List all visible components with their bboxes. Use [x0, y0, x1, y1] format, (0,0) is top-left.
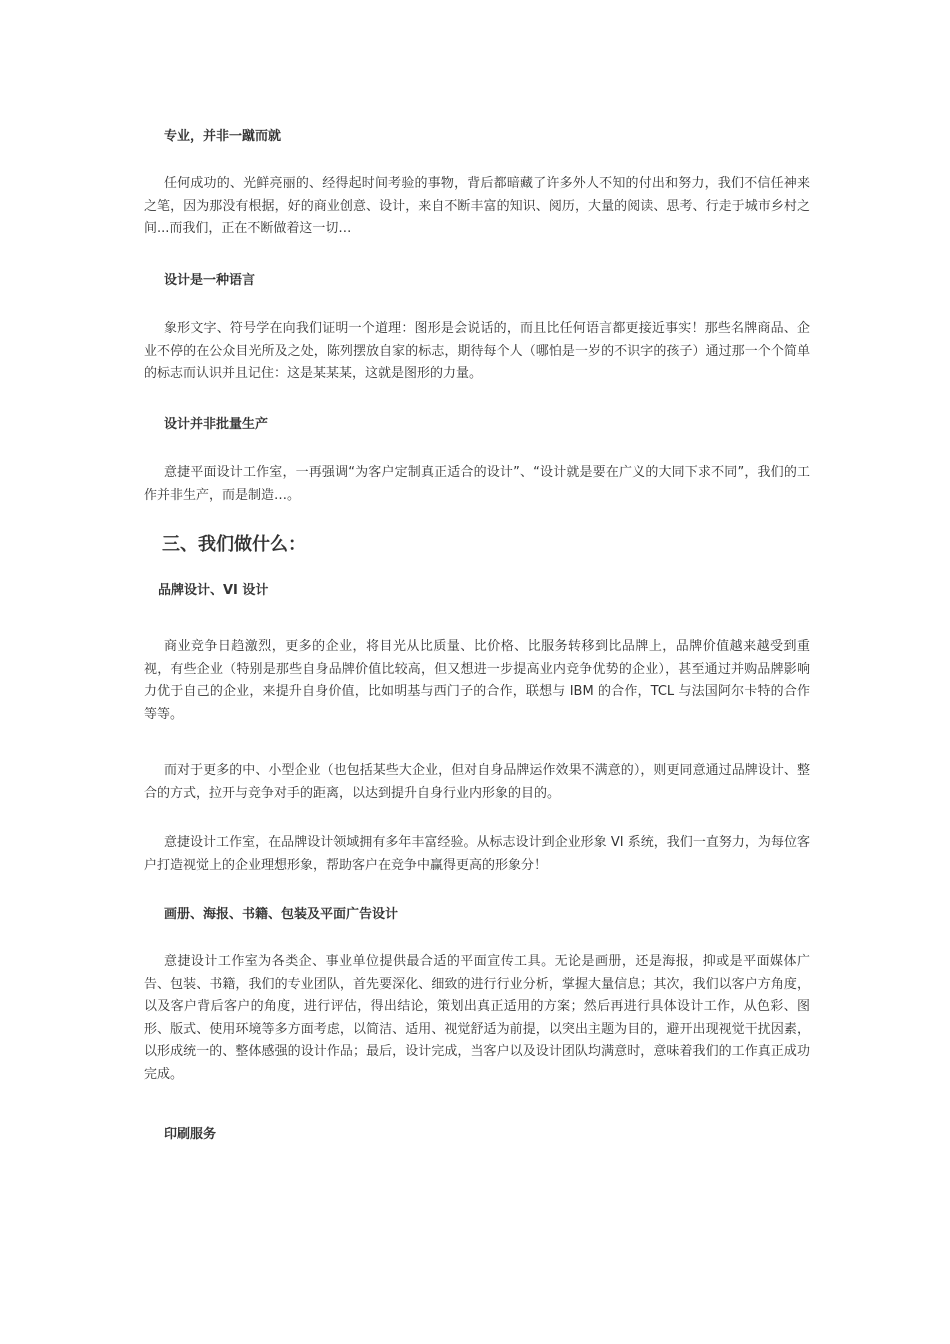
paragraph-print-ad-design: 意捷设计工作室为各类企、事业单位提供最合适的平面宣传工具。无论是画册，还是海报，抑或是平面媒体广告、包装、书籍，我们的专业团队，首先要深化、细致的进行行业分析，掌握大量信息；其次，我们以客户方角度，以及客户背后客户的角度，进行评估，得出结论，策划出真正适用的方案；然后再进行具体设计工作，从色彩、图形、版式、使用环境等多方面考虑，以简洁、适用、视觉舒适为前提，以突出主题为目的，避开出现视觉干扰因素，以形成统一的、整体感强的设计作品；最后，设计完成，当客户以及设计团队均满意时，意味着我们的工作真正成功完成。 — [144, 954, 810, 1082]
heading-brand-vi-design: 品牌设计、VI 设计 — [158, 583, 269, 598]
paragraph-design-language: 象形文字、符号学在向我们证明一个道理：图形是会说话的，而且比任何语言都更接近事实！那些名牌商品、企业不停的在公众目光所及之处，陈列摆放自家的标志，期待每个人（哪怕是一岁的不识字的孩子）通过那一个个简单的标志而认识并且记住：这是某某某，这就是图形的力量。 — [144, 321, 810, 381]
section-title-what-we-do: 三、我们做什么： — [162, 534, 306, 555]
heading-professional: 专业，并非一蹴而就 — [164, 129, 282, 144]
paragraph-not-mass-production: 意捷平面设计工作室，一再强调“为客户定制真正适合的设计”、“设计就是要在广义的大同下求不同”，我们的工作并非生产，而是制造…。 — [144, 465, 810, 503]
paragraph-studio-experience: 意捷设计工作室，在品牌设计领域拥有多年丰富经验。从标志设计到企业形象 VI 系统，我们一直努力，为每位客户打造视觉上的企业理想形象，帮助客户在竞争中赢得更高的形象分！ — [144, 835, 810, 873]
paragraph-sme-brand: 而对于更多的中、小型企业（也包括某些大企业，但对自身品牌运作效果不满意的），则更同意通过品牌设计、整合的方式，拉开与竞争对手的距离，以达到提升自身行业内形象的目的。 — [144, 763, 810, 801]
paragraph-brand-competition: 商业竞争日趋激烈，更多的企业，将目光从比质量、比价格、比服务转移到比品牌上，品牌价值越来越受到重视，有些企业（特别是那些自身品牌价值比较高，但又想进一步提高业内竞争优势的企业），甚至通过并购品牌影响力优于自己的企业，来提升自身价值，比如明基与西门子的合作，联想与 IBM 的合作，TCL 与法国阿尔卡特的合作等等。 — [144, 639, 810, 722]
heading-print-ad-design: 画册、海报、书籍、包装及平面广告设计 — [164, 907, 399, 922]
heading-design-language: 设计是一种语言 — [164, 273, 256, 288]
heading-printing-service: 印刷服务 — [164, 1127, 217, 1142]
heading-not-mass-production: 设计并非批量生产 — [164, 417, 269, 432]
paragraph-professional: 任何成功的、光鲜亮丽的、经得起时间考验的事物，背后都暗藏了许多外人不知的付出和努力，我们不信任神来之笔，因为那没有根据，好的商业创意、设计，来自不断丰富的知识、阅历，大量的阅读、思考、行走于城市乡村之间...而我们，正在不断做着这一切… — [144, 176, 810, 236]
